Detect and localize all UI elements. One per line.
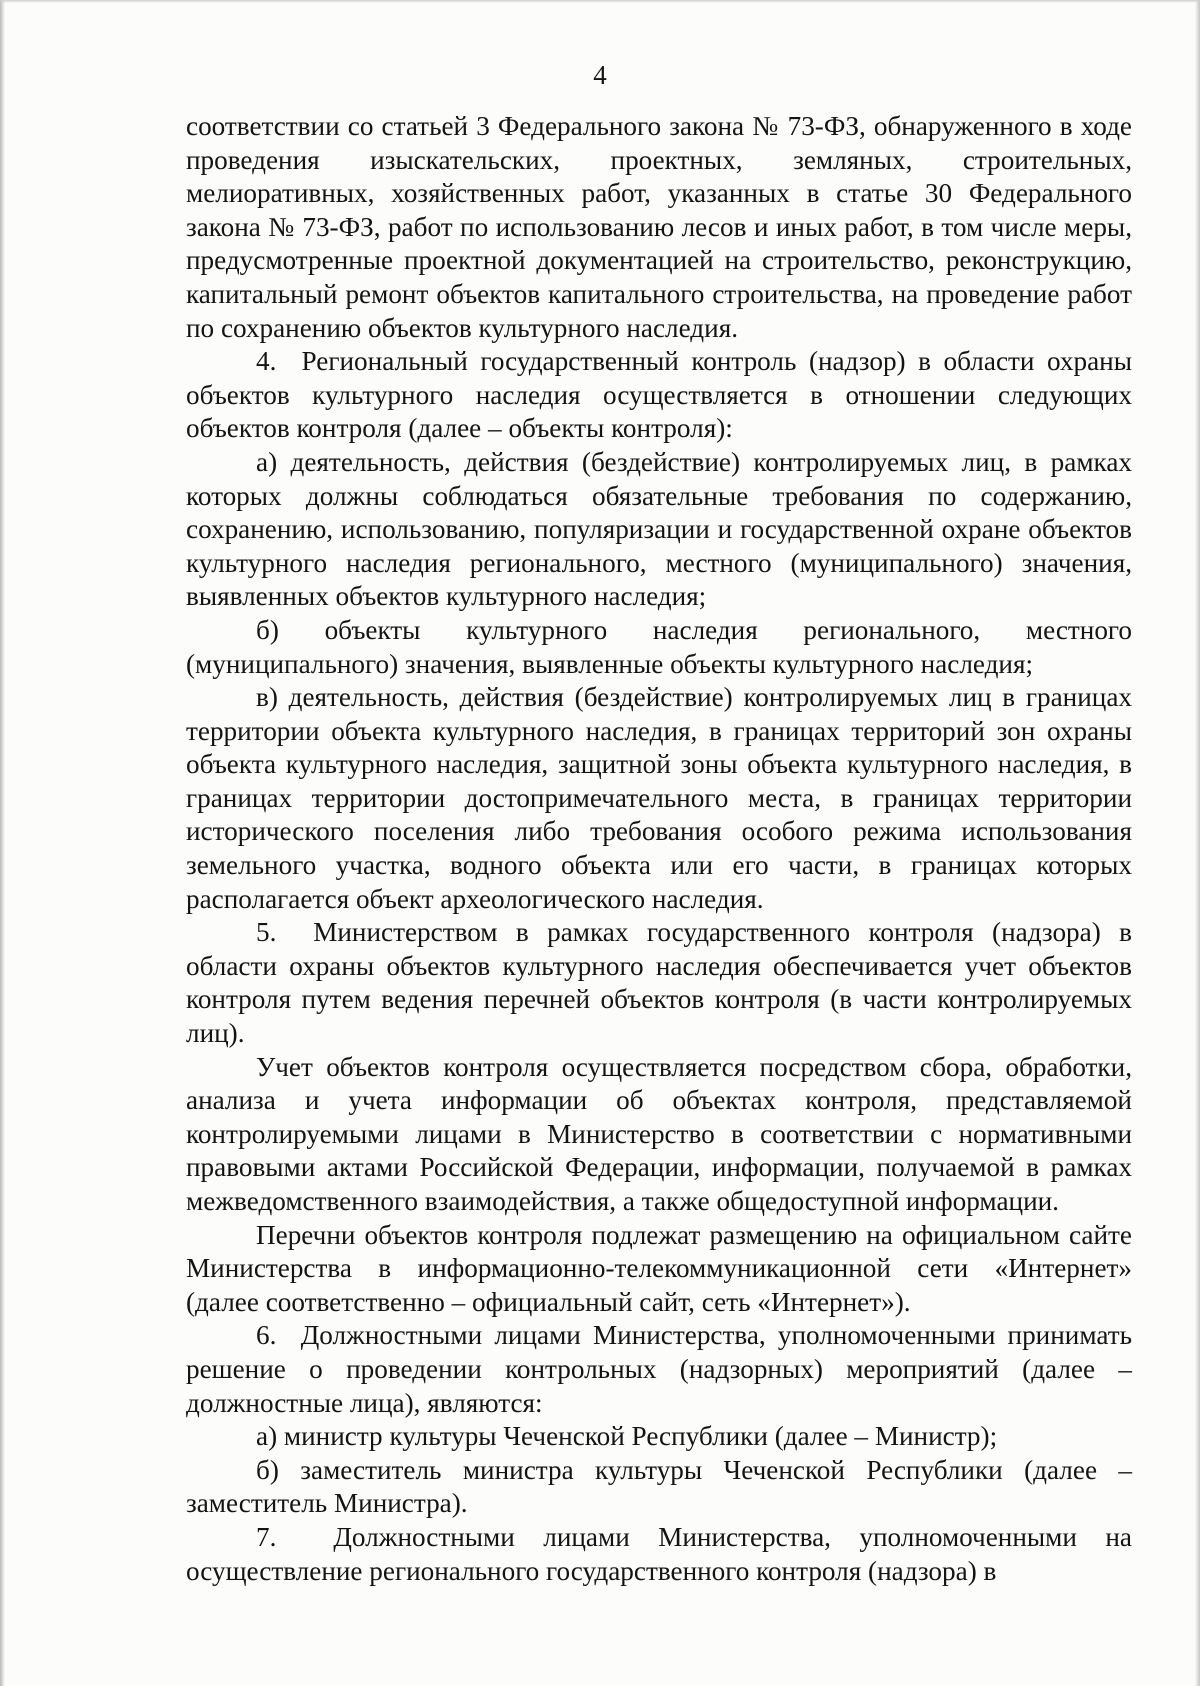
document-body (186, 110, 1132, 1588)
paragraph-clause-5: 5. Министерством в рамках государственного контроля (надзора) в области охраны объектов культурного наследия обеспечивается учет объектов контроля путем ведения перечней объектов контроля (в части контролируемых лиц). (186, 917, 1132, 1049)
scan-edge-right (1195, 0, 1200, 1686)
paragraph-clause-4b: б) объекты культурного наследия регионального, местного (муниципального) значения, выявленные объекты культурного наследия; (186, 614, 1132, 679)
scan-edge-top (0, 0, 1200, 3)
paragraph-clause-7: 7. Должностными лицами Министерства, уполномоченными на осуществление регионального государственного контроля (надзора) в (186, 1521, 1132, 1586)
paragraph-clause-6a: а) министр культуры Чеченской Республики (далее – Министр); (256, 1421, 998, 1452)
paragraph-lists-publication: Перечни объектов контроля подлежат размещению на официальном сайте Министерства в информационно-телекоммуникационной сети «Интернет» (далее соответственно – официальный сайт, сеть «Интернет»). (186, 1219, 1132, 1317)
paragraph-clause-6: 6. Должностными лицами Министерства, уполномоченными принимать решение о проведении контрольных (надзорных) мероприятий (далее – должностные лица), являются: (186, 1320, 1132, 1418)
paragraph-accounting: Учет объектов контроля осуществляется посредством сбора, обработки, анализа и учета информации об объектах контроля, представляемой контролируемыми лицами в Министерство в соответствии с нормативными правовыми актами Российской Федерации, информации, получаемой в рамках межведомственного взаимодействия, а также общедоступной информации. (186, 1051, 1132, 1216)
scan-edge-left (0, 0, 5, 1686)
paragraph-continuation: соответствии со статьей 3 Федерального закона № 73-ФЗ, обнаруженного в ходе проведения изыскательских, проектных, земляных, строительных, мелиоративных, хозяйственных работ, указанных в статье 30 Федерального закона № 73-ФЗ, работ по использованию лесов и иных работ, в том числе меры, предусмотренные проектной документацией на строительство, реконструкцию, капитальный ремонт объектов капитального строительства, на проведение работ по сохранению объектов культурного наследия. (186, 111, 1132, 343)
paragraph-clause-6b: б) заместитель министра культуры Чеченской Республики (далее – заместитель Министра). (186, 1454, 1132, 1519)
page-number: 4 (593, 60, 607, 90)
paragraph-clause-4v: в) деятельность, действия (бездействие) контролируемых лиц в границах территории объекта культурного наследия, в границах территорий зон охраны объекта культурного наследия, защитной зоны объекта культурного наследия, в границах территории достопримечательного места, в границах территории исторического поселения либо требования особого режима использования земельного участка, водного объекта или его части, в границах которых располагается объект археологического наследия. (186, 682, 1132, 914)
paragraph-clause-4: 4. Региональный государственный контроль (надзор) в области охраны объектов культурного наследия осуществляется в отношении следующих объектов контроля (далее – объекты контроля): (186, 346, 1132, 444)
paragraph-clause-4a: а) деятельность, действия (бездействие) контролируемых лиц, в рамках которых должны соблюдаться обязательные требования по содержанию, сохранению, использованию, популяризации и государственной охране объектов культурного наследия регионального, местного (муниципального) значения, выявленных объектов культурного наследия; (186, 446, 1132, 612)
